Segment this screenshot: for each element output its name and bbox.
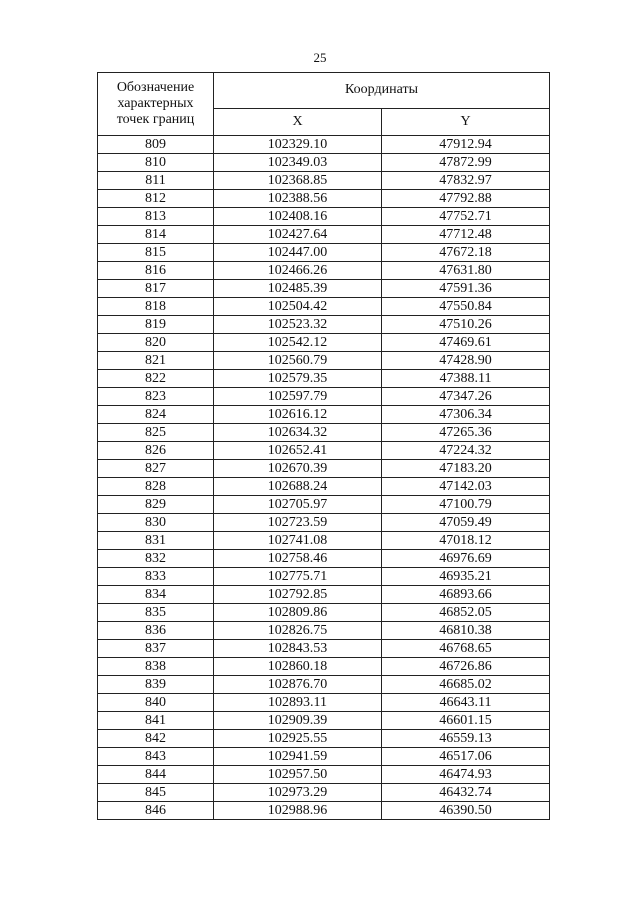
point-id-cell: 811 bbox=[98, 172, 214, 190]
point-id-cell: 839 bbox=[98, 676, 214, 694]
x-coordinate-cell: 102792.85 bbox=[214, 586, 382, 604]
point-id-cell: 820 bbox=[98, 334, 214, 352]
table-row bbox=[98, 676, 550, 694]
table-row bbox=[98, 136, 550, 154]
point-id-cell: 835 bbox=[98, 604, 214, 622]
y-coordinate-cell: 47672.18 bbox=[382, 244, 550, 262]
table-row bbox=[98, 586, 550, 604]
point-id-cell: 838 bbox=[98, 658, 214, 676]
x-coordinate-cell: 102925.55 bbox=[214, 730, 382, 748]
table-row bbox=[98, 190, 550, 208]
x-coordinate-cell: 102843.53 bbox=[214, 640, 382, 658]
table-row bbox=[98, 622, 550, 640]
point-id-cell: 810 bbox=[98, 154, 214, 172]
table-row bbox=[98, 478, 550, 496]
y-coordinate-cell: 47872.99 bbox=[382, 154, 550, 172]
x-coordinate-cell: 102652.41 bbox=[214, 442, 382, 460]
y-coordinate-cell: 47428.90 bbox=[382, 352, 550, 370]
table-row bbox=[98, 388, 550, 406]
x-coordinate-cell: 102504.42 bbox=[214, 298, 382, 316]
x-coordinate-cell: 102909.39 bbox=[214, 712, 382, 730]
x-coordinate-cell: 102523.32 bbox=[214, 316, 382, 334]
point-id-cell: 840 bbox=[98, 694, 214, 712]
y-coordinate-cell: 47183.20 bbox=[382, 460, 550, 478]
x-coordinate-cell: 102775.71 bbox=[214, 568, 382, 586]
y-coordinate-cell: 46810.38 bbox=[382, 622, 550, 640]
y-coordinate-cell: 46643.11 bbox=[382, 694, 550, 712]
table-row bbox=[98, 298, 550, 316]
y-coordinate-cell: 47832.97 bbox=[382, 172, 550, 190]
table-row bbox=[98, 460, 550, 478]
table-row bbox=[98, 154, 550, 172]
y-coordinate-cell: 47347.26 bbox=[382, 388, 550, 406]
y-coordinate-cell: 47142.03 bbox=[382, 478, 550, 496]
y-coordinate-cell: 46893.66 bbox=[382, 586, 550, 604]
point-id-cell: 827 bbox=[98, 460, 214, 478]
x-coordinate-cell: 102741.08 bbox=[214, 532, 382, 550]
table-row bbox=[98, 730, 550, 748]
x-coordinate-cell: 102941.59 bbox=[214, 748, 382, 766]
coordinates-group-header: Координаты bbox=[214, 73, 550, 109]
x-coordinate-cell: 102329.10 bbox=[214, 136, 382, 154]
coordinates-table bbox=[97, 72, 550, 820]
y-coordinate-cell: 46768.65 bbox=[382, 640, 550, 658]
table-row bbox=[98, 406, 550, 424]
y-coordinate-cell: 46726.86 bbox=[382, 658, 550, 676]
y-coordinate-cell: 47265.36 bbox=[382, 424, 550, 442]
x-coordinate-cell: 102408.16 bbox=[214, 208, 382, 226]
table-row bbox=[98, 316, 550, 334]
point-id-cell: 819 bbox=[98, 316, 214, 334]
point-id-cell: 833 bbox=[98, 568, 214, 586]
x-coordinate-cell: 102388.56 bbox=[214, 190, 382, 208]
y-coordinate-cell: 47224.32 bbox=[382, 442, 550, 460]
point-id-cell: 832 bbox=[98, 550, 214, 568]
point-id-cell: 824 bbox=[98, 406, 214, 424]
x-coordinate-cell: 102427.64 bbox=[214, 226, 382, 244]
table-row bbox=[98, 802, 550, 820]
point-label-line2: характерных bbox=[117, 96, 194, 111]
y-coordinate-cell: 47100.79 bbox=[382, 496, 550, 514]
point-id-cell: 841 bbox=[98, 712, 214, 730]
point-id-cell: 825 bbox=[98, 424, 214, 442]
x-coordinate-cell: 102447.00 bbox=[214, 244, 382, 262]
table-row bbox=[98, 514, 550, 532]
y-coordinate-cell: 47912.94 bbox=[382, 136, 550, 154]
page-number: 25 bbox=[313, 50, 327, 65]
point-id-cell: 836 bbox=[98, 622, 214, 640]
x-coordinate-cell: 102542.12 bbox=[214, 334, 382, 352]
y-coordinate-cell: 46852.05 bbox=[382, 604, 550, 622]
y-coordinate-cell: 47752.71 bbox=[382, 208, 550, 226]
y-coordinate-cell: 46601.15 bbox=[382, 712, 550, 730]
table-row bbox=[98, 442, 550, 460]
y-coordinate-cell: 47510.26 bbox=[382, 316, 550, 334]
point-id-cell: 818 bbox=[98, 298, 214, 316]
y-coordinate-cell: 46559.13 bbox=[382, 730, 550, 748]
x-coordinate-cell: 102988.96 bbox=[214, 802, 382, 820]
point-id-cell: 842 bbox=[98, 730, 214, 748]
x-coordinate-cell: 102560.79 bbox=[214, 352, 382, 370]
point-id-cell: 822 bbox=[98, 370, 214, 388]
x-coordinate-cell: 102670.39 bbox=[214, 460, 382, 478]
table-row bbox=[98, 280, 550, 298]
x-coordinate-cell: 102597.79 bbox=[214, 388, 382, 406]
point-id-cell: 831 bbox=[98, 532, 214, 550]
x-coordinate-cell: 102349.03 bbox=[214, 154, 382, 172]
y-coordinate-cell: 47792.88 bbox=[382, 190, 550, 208]
point-id-cell: 837 bbox=[98, 640, 214, 658]
table-row bbox=[98, 568, 550, 586]
table-row bbox=[98, 424, 550, 442]
x-coordinate-cell: 102579.35 bbox=[214, 370, 382, 388]
x-coordinate-cell: 102705.97 bbox=[214, 496, 382, 514]
x-coordinate-cell: 102973.29 bbox=[214, 784, 382, 802]
table-row bbox=[98, 532, 550, 550]
y-coordinate-cell: 46474.93 bbox=[382, 766, 550, 784]
table-row bbox=[98, 784, 550, 802]
x-coordinate-cell: 102616.12 bbox=[214, 406, 382, 424]
point-id-cell: 817 bbox=[98, 280, 214, 298]
point-id-cell: 821 bbox=[98, 352, 214, 370]
table-row bbox=[98, 658, 550, 676]
point-id-cell: 846 bbox=[98, 802, 214, 820]
point-id-cell: 828 bbox=[98, 478, 214, 496]
x-column-header: X bbox=[214, 108, 382, 135]
point-id-cell: 844 bbox=[98, 766, 214, 784]
table-row bbox=[98, 748, 550, 766]
point-id-cell: 823 bbox=[98, 388, 214, 406]
y-column-header: Y bbox=[382, 108, 550, 135]
x-coordinate-cell: 102893.11 bbox=[214, 694, 382, 712]
table-row bbox=[98, 694, 550, 712]
table-row bbox=[98, 262, 550, 280]
y-coordinate-cell: 46517.06 bbox=[382, 748, 550, 766]
point-id-cell: 830 bbox=[98, 514, 214, 532]
table-row bbox=[98, 172, 550, 190]
point-id-cell: 812 bbox=[98, 190, 214, 208]
table-body bbox=[98, 136, 550, 820]
x-coordinate-cell: 102723.59 bbox=[214, 514, 382, 532]
point-id-cell: 816 bbox=[98, 262, 214, 280]
table-row bbox=[98, 496, 550, 514]
table-row bbox=[98, 370, 550, 388]
y-coordinate-cell: 47059.49 bbox=[382, 514, 550, 532]
x-coordinate-cell: 102876.70 bbox=[214, 676, 382, 694]
point-id-cell: 813 bbox=[98, 208, 214, 226]
y-coordinate-cell: 46685.02 bbox=[382, 676, 550, 694]
point-id-cell: 829 bbox=[98, 496, 214, 514]
x-coordinate-cell: 102957.50 bbox=[214, 766, 382, 784]
point-id-cell: 814 bbox=[98, 226, 214, 244]
x-coordinate-cell: 102485.39 bbox=[214, 280, 382, 298]
table-row bbox=[98, 766, 550, 784]
point-id-cell: 845 bbox=[98, 784, 214, 802]
y-coordinate-cell: 46390.50 bbox=[382, 802, 550, 820]
y-coordinate-cell: 47018.12 bbox=[382, 532, 550, 550]
point-label-line3: точек границ bbox=[116, 112, 195, 127]
table-row bbox=[98, 244, 550, 262]
table-row bbox=[98, 712, 550, 730]
table-header bbox=[98, 73, 550, 136]
table-row bbox=[98, 226, 550, 244]
point-id-cell: 815 bbox=[98, 244, 214, 262]
y-coordinate-cell: 47591.36 bbox=[382, 280, 550, 298]
y-coordinate-cell: 47712.48 bbox=[382, 226, 550, 244]
y-coordinate-cell: 46935.21 bbox=[382, 568, 550, 586]
point-id-cell: 809 bbox=[98, 136, 214, 154]
x-coordinate-cell: 102634.32 bbox=[214, 424, 382, 442]
y-coordinate-cell: 46976.69 bbox=[382, 550, 550, 568]
y-coordinate-cell: 47388.11 bbox=[382, 370, 550, 388]
table-row bbox=[98, 334, 550, 352]
x-coordinate-cell: 102758.46 bbox=[214, 550, 382, 568]
x-coordinate-cell: 102368.85 bbox=[214, 172, 382, 190]
x-coordinate-cell: 102860.18 bbox=[214, 658, 382, 676]
point-id-cell: 834 bbox=[98, 586, 214, 604]
x-coordinate-cell: 102688.24 bbox=[214, 478, 382, 496]
y-coordinate-cell: 47550.84 bbox=[382, 298, 550, 316]
point-id-cell: 843 bbox=[98, 748, 214, 766]
table-row bbox=[98, 550, 550, 568]
point-id-cell: 826 bbox=[98, 442, 214, 460]
x-coordinate-cell: 102826.75 bbox=[214, 622, 382, 640]
y-coordinate-cell: 47469.61 bbox=[382, 334, 550, 352]
y-coordinate-cell: 47631.80 bbox=[382, 262, 550, 280]
point-label-line1: Обозначение bbox=[116, 80, 195, 95]
point-label-header bbox=[98, 73, 214, 136]
x-coordinate-cell: 102809.86 bbox=[214, 604, 382, 622]
table-row bbox=[98, 352, 550, 370]
table-row bbox=[98, 640, 550, 658]
y-coordinate-cell: 47306.34 bbox=[382, 406, 550, 424]
y-coordinate-cell: 46432.74 bbox=[382, 784, 550, 802]
table-row bbox=[98, 208, 550, 226]
table-row bbox=[98, 604, 550, 622]
x-coordinate-cell: 102466.26 bbox=[214, 262, 382, 280]
